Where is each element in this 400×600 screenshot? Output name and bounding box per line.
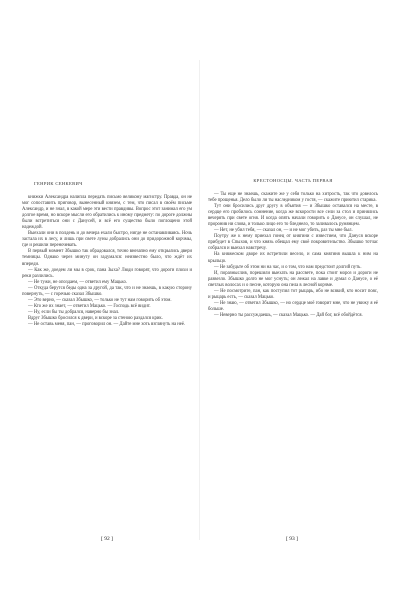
paragraph: — Не забудьте об этом ни на час, и о том, что нам предстоит долгий путь. bbox=[214, 264, 362, 270]
paragraph: Поутру же к нему приехал гонец от княгини с известием, что Дануся вскоре прибудет в Спыхов, и что князь обещал ему своё покровительство. Збышко тотчас собрался и выехал навстречу. bbox=[208, 234, 378, 252]
paragraph: Тут они бросились друг другу в объятия — и Збышко оставался на месте, в сердце его пробилось сомнение, когда же вскорости все сели за стол и принялись вечерять при свете огня. И когда опять начали говорить о Данусе, он слушал, не проронив ни слова, и только лицо его то бледнело, то заливалось румянцем. bbox=[208, 204, 378, 228]
paragraph: — Ты еще не знаешь, скажите же у себя только на хитрость, так что довелось тебе прощенья. Дело было ли ты наследником у гостя, — скажите приютил старика. bbox=[208, 192, 378, 204]
paragraph: — Откуда берутся беды одна за другой, да так, что и не знаешь, в какую сторону повернуть, — с горечью сказал Збышко. bbox=[22, 285, 192, 297]
paragraph: — Нет, не убил тебя, — сказал он, — и не мог убить, раз ты мне был. bbox=[214, 228, 353, 234]
paragraph: В первый момент Збышко так обрадовался, точно внезапно ему открылись двери темницы. Однако через минуту он задумался: неизвестно было, что ждёт их впереди. bbox=[22, 249, 192, 267]
page-gutter bbox=[199, 60, 200, 540]
paragraph: — Не посмотрите, пан, как поступил тот рыцарь, ибо не всякий, кто носит пояс, и рыцарь есть, — сказал Мацько. bbox=[208, 288, 378, 300]
paragraph: — Это верно, — сказал Збышко, — только не тут нам говорить об этом. bbox=[28, 297, 172, 303]
paragraph: — Как же, доедем ли мы в срок, пана Зыха? Люди говорят, что дороги плохи и реки разлились. bbox=[22, 267, 192, 279]
paragraph: — Не тужи, не опоздаем, — ответил ему Мацько. bbox=[28, 279, 127, 285]
left-page-number: [ 92 ] bbox=[101, 536, 113, 542]
left-text-block bbox=[22, 195, 192, 328]
paragraph: — Ну, если бы ты добрался, наверно бы знал. bbox=[28, 309, 120, 315]
paragraph: И, поразмыслив, порешили выехать на рассвете, пока стоит мороз и дороги не развезло. Збышко долго не мог уснуть; он лежал на лавке и думал о Данусе, о её светлых волосах и о песне, которую она пела в лесной корчме. bbox=[208, 270, 378, 288]
right-page bbox=[208, 178, 378, 319]
paragraph: На княжеском дворе их встретили весело, и сама княгиня вышла к ним на крыльцо. bbox=[208, 252, 378, 264]
paragraph: — Неверно ты рассуждаешь, — сказал Мацько. — Дай бог, всё обойдётся. bbox=[214, 312, 363, 318]
paragraph: книжки Александра налипла передать письмо великому магистру. Правда, он не мог сопоставить приговор, вынесенный князем, с тем, что писал в своём письме Александр, и не знал, в какой мере эти вести правдивы. Вопрос этот занимал его ум долгое время, но вскоре мысли его обратились к иному предмету: по дороге должны были встретиться они с Данусей, и всё его существо было поглощено этой надеждой. bbox=[22, 195, 192, 231]
left-page bbox=[22, 181, 192, 328]
paragraph: Вдруг Збышко бросился к двери, и вскоре за стеною раздался крик. bbox=[28, 315, 163, 321]
paragraph: — Не знаю, — ответил Збышко, — но сердце моё говорит мне, что не увижу я её больше. bbox=[208, 300, 378, 312]
paragraph: Выехали они в полдень и до вечера ехали быстро, нигде не останавливаясь. Ночь застала их в лесу, и лишь при свете луны добрались они до придорожной корчмы, где и решили переночевать. bbox=[22, 231, 192, 249]
right-page-number: [ 93 ] bbox=[286, 536, 298, 542]
paragraph: — Кто же их знает, — ответил Мацько. — Господь всё видит. bbox=[28, 303, 151, 309]
right-text-block bbox=[208, 192, 378, 319]
paragraph: — Не оставь меня, пан, — проговорил он. — Дайте мне хоть взглянуть на неё. bbox=[28, 321, 186, 327]
left-running-head: ГЕНРИК СЕНКЕВИЧ bbox=[34, 181, 83, 186]
right-running-head: КРЕСТОНОСЦЫ. ЧАСТЬ ПЕРВАЯ bbox=[253, 178, 333, 183]
